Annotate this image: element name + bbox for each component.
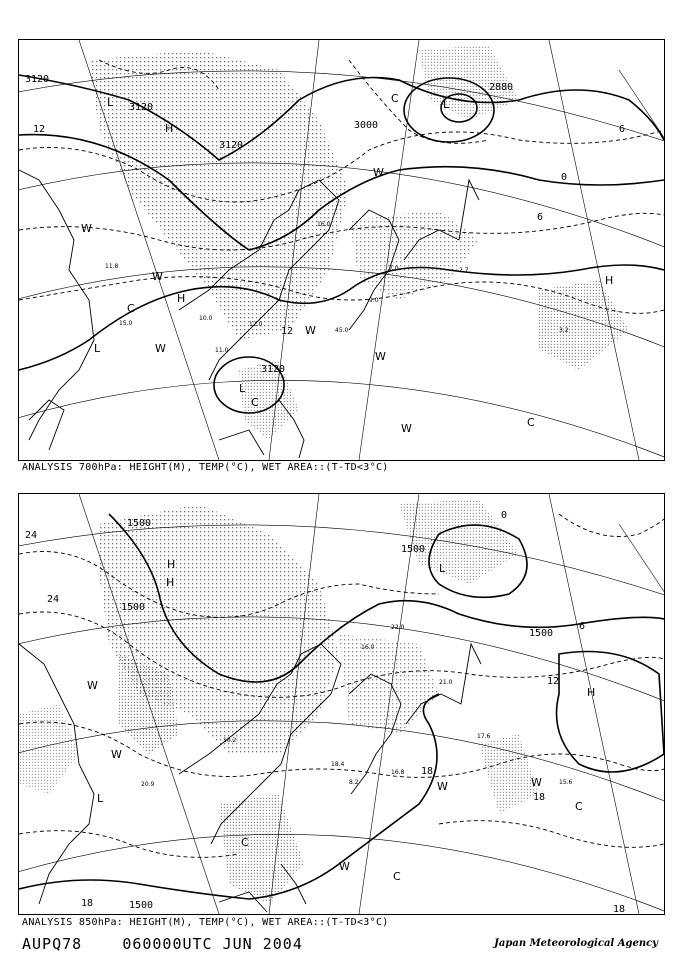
station-value: 15.0 [119, 320, 133, 327]
wet-area [19, 704, 79, 794]
cold-center: C [393, 870, 401, 883]
station-value: 8.2 [349, 779, 359, 786]
cold-center: C [241, 836, 249, 849]
warm-center: W [437, 780, 448, 793]
contour-label: 1500 [121, 602, 146, 613]
wet-area [219, 794, 304, 904]
low-center: L [239, 382, 246, 395]
station-value: 16.0 [361, 644, 375, 651]
warm-center: W [375, 350, 386, 363]
map-panel-850hpa [18, 493, 665, 915]
contour-label: 1500 [529, 628, 554, 639]
cold-center: C [251, 396, 259, 409]
station-value: 2.7 [459, 267, 469, 274]
warm-center: W [373, 166, 384, 179]
low-center: L [94, 342, 101, 355]
map-700hpa-svg [19, 40, 664, 460]
contour-label: 1500 [401, 544, 426, 555]
station-value: 11.0 [215, 347, 229, 354]
station-value: 10.2 [223, 737, 237, 744]
low-center: L [443, 98, 450, 111]
warm-center: W [81, 222, 92, 235]
contour-label: 3120 [129, 102, 154, 113]
contour-label: 3120 [219, 140, 244, 151]
station-value: 7.0 [389, 265, 399, 272]
station-value: 12.0 [249, 321, 263, 328]
contour-label: 12 [33, 124, 46, 135]
cold-center: C [527, 416, 535, 429]
station-value: 21.0 [439, 679, 453, 686]
contour-label: 2880 [489, 82, 514, 93]
contour-label: 3120 [25, 74, 50, 85]
contour-label: 24 [25, 530, 38, 541]
station-value: 3.2 [559, 327, 569, 334]
high-center: H [167, 558, 176, 571]
agency-credit: Japan Meteorological Agency [494, 938, 658, 949]
caption-700hpa: ANALYSIS 700hPa: HEIGHT(M), TEMP(°C), WET AREA::(T-TD<3°C) [22, 462, 389, 473]
chart-code: AUPQ78 [22, 935, 83, 953]
contour-label: 18 [421, 766, 434, 777]
high-center: H [605, 274, 614, 287]
high-center: H [166, 576, 175, 589]
contour-label: 18 [533, 792, 546, 803]
warm-center: W [87, 679, 98, 692]
contour-label: 12 [281, 326, 294, 337]
warm-center: W [155, 342, 166, 355]
low-center: L [97, 792, 104, 805]
low-center: L [439, 562, 446, 575]
contour-label: 6 [579, 621, 586, 632]
cold-center: C [127, 302, 135, 315]
contour-label: 3120 [261, 364, 286, 375]
contour-label: 3000 [354, 120, 379, 131]
station-value: 15.6 [559, 779, 573, 786]
cold-center: C [391, 92, 399, 105]
warm-center: W [339, 860, 350, 873]
high-center: H [177, 292, 186, 305]
wet-area [539, 280, 629, 370]
high-center: H [587, 686, 596, 699]
low-center: L [107, 96, 114, 109]
cold-center: C [575, 800, 583, 813]
contour-label: 6 [619, 124, 626, 135]
wet-area [339, 634, 439, 734]
contour-label: 0 [561, 172, 568, 183]
map-panel-700hpa [18, 39, 665, 461]
warm-center: W [111, 748, 122, 761]
warm-center: W [531, 776, 542, 789]
contour-label: 1500 [129, 900, 154, 911]
station-value: 17.6 [477, 733, 491, 740]
station-value: 22.0 [391, 624, 405, 631]
station-value: 20.9 [141, 781, 155, 788]
station-value: 9.0 [369, 297, 379, 304]
wet-area [349, 210, 479, 300]
contour-label: 0 [501, 510, 508, 521]
warm-center: W [401, 422, 412, 435]
contour-label: 24 [47, 594, 60, 605]
high-center: H [165, 122, 174, 135]
station-value: 16.0 [317, 221, 331, 228]
contour-label: 1500 [127, 518, 152, 529]
station-value: 11.8 [105, 263, 119, 270]
contour-label: 6 [537, 212, 544, 223]
map-850hpa-svg [19, 494, 664, 914]
warm-center: W [305, 324, 316, 337]
warm-center: W [152, 270, 163, 283]
station-value: 18.4 [331, 761, 345, 768]
caption-850hpa: ANALYSIS 850hPa: HEIGHT(M), TEMP(°C), WET AREA::(T-TD<3°C) [22, 917, 389, 928]
chart-code-and-datetime [22, 935, 303, 953]
station-value: 10.0 [199, 315, 213, 322]
valid-datetime: 060000UTC JUN 2004 [122, 935, 303, 953]
station-value: 16.8 [391, 769, 405, 776]
station-value: 45.0 [335, 327, 349, 334]
contour-label: 18 [81, 898, 94, 909]
contour-label: 18 [613, 904, 626, 914]
contour-label: 12 [547, 676, 560, 687]
